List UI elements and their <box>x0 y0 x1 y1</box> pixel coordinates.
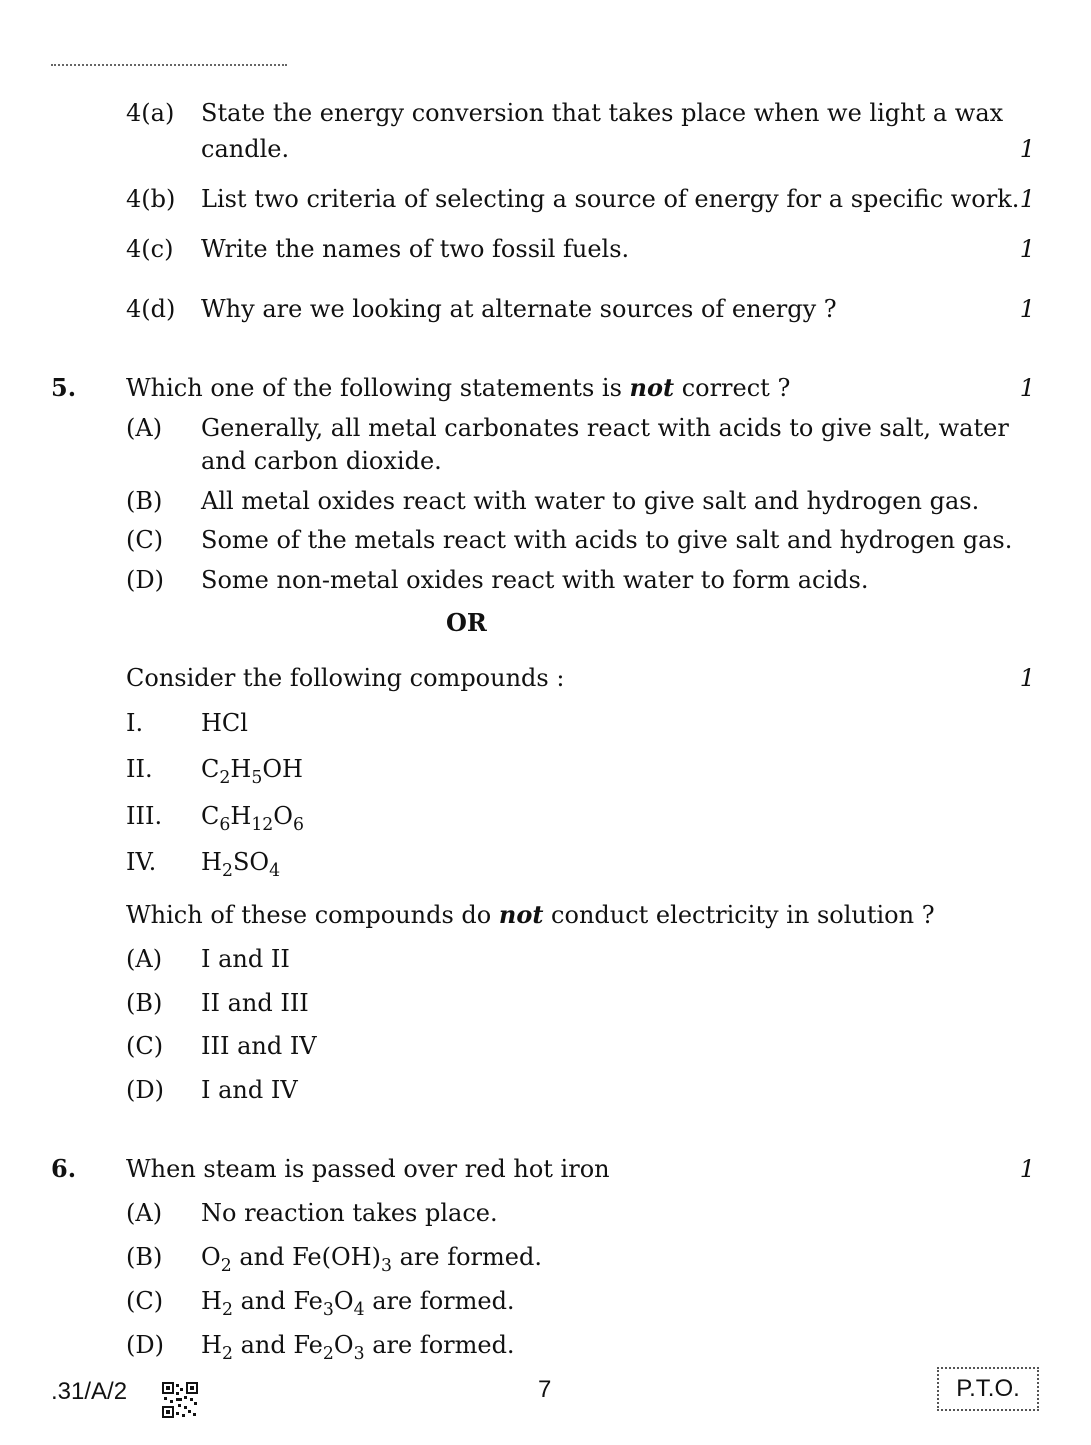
q5-alt-question-post: conduct electricity in solution ? <box>543 901 935 929</box>
q5-alt-option-c: III and IV <box>201 1032 317 1060</box>
q5-option-a-line2: and carbon dioxide. <box>201 447 442 475</box>
compound-label: I. <box>126 709 144 737</box>
q4b-label: 4(b) <box>126 185 176 213</box>
q5-alt-question <box>126 898 935 932</box>
q5-stem <box>126 371 790 405</box>
q5-stem-pre: Which one of the following statements is <box>126 374 630 402</box>
q5-alt-option-label: (D) <box>126 1076 164 1104</box>
q6-option-label: (D) <box>126 1331 164 1359</box>
q5-option-label: (A) <box>126 414 163 442</box>
q5-option-a-line1: Generally, all metal carbonates react with acids to give salt, water <box>201 414 1009 442</box>
q6-option-label: (C) <box>126 1287 164 1315</box>
q4c-marks: 1 <box>1019 235 1035 263</box>
q5-alt-option-d: I and IV <box>201 1076 298 1104</box>
q5-alt-option-label: (C) <box>126 1032 164 1060</box>
paper-code: .31/A/2 <box>51 1378 128 1405</box>
q5-alt-stem: Consider the following compounds : <box>126 664 565 692</box>
q4c-label: 4(c) <box>126 235 174 263</box>
q5-alt-option-label: (B) <box>126 989 163 1017</box>
q4a-label: 4(a) <box>126 99 175 127</box>
header-rule <box>51 64 287 66</box>
q5-option-label: (C) <box>126 526 164 554</box>
q5-option-d: Some non-metal oxides react with water to form acids. <box>201 566 869 594</box>
q4c-text: Write the names of two fossil fuels. <box>201 235 630 263</box>
q4a-text-line1: State the energy conversion that takes place when we light a wax <box>201 99 1004 127</box>
q6-option-label: (A) <box>126 1199 163 1227</box>
q6-option-label: (B) <box>126 1243 163 1271</box>
compound-formula: HCl <box>201 709 248 737</box>
q6-option-b: $O_2$ and $Fe(OH)_3$ are formed. <box>201 1243 542 1277</box>
q5-alt-option-a: I and II <box>201 945 290 973</box>
q6-stem: When steam is passed over red hot iron <box>126 1155 610 1183</box>
q4b-marks: 1 <box>1019 185 1035 213</box>
q5-alt-option-b: II and III <box>201 989 309 1017</box>
q6-marks: 1 <box>1019 1155 1035 1183</box>
q6-option-a: No reaction takes place. <box>201 1199 498 1227</box>
q5-alt-marks: 1 <box>1019 664 1035 692</box>
q6-option-c: $H_2$ and $Fe_3O_4$ are formed. <box>201 1287 515 1321</box>
compound-label: III. <box>126 802 163 830</box>
q5-option-label: (D) <box>126 566 164 594</box>
pto-label: P.T.O. <box>956 1375 1020 1402</box>
q5-option-label: (B) <box>126 487 163 515</box>
q5-option-c: Some of the metals react with acids to give salt and hydrogen gas. <box>201 526 1013 554</box>
q6-number: 6. <box>51 1154 77 1183</box>
compound-formula: $H_2SO_4$ <box>201 848 281 882</box>
compound-label: II. <box>126 755 153 783</box>
q5-alt-question-pre: Which of these compounds do <box>126 901 499 929</box>
q6-option-d: $H_2$ and $Fe_2O_3$ are formed. <box>201 1331 515 1365</box>
q4d-text: Why are we looking at alternate sources of energy ? <box>201 295 837 323</box>
q5-stem-post: correct ? <box>674 374 791 402</box>
q5-stem-emphasis: not <box>629 373 675 402</box>
q5-option-b: All metal oxides react with water to give salt and hydrogen gas. <box>201 487 980 515</box>
q4a-marks: 1 <box>1019 135 1035 163</box>
q4a-text-line2: candle. <box>201 135 290 163</box>
compound-formula: $C_2H_5OH$ <box>201 755 303 789</box>
pto-box <box>937 1367 1039 1411</box>
q5-number: 5. <box>51 373 77 402</box>
or-separator: OR <box>446 608 487 637</box>
q4d-marks: 1 <box>1019 295 1035 323</box>
q4d-label: 4(d) <box>126 295 176 323</box>
compound-label: IV. <box>126 848 157 876</box>
q5-marks: 1 <box>1019 374 1035 402</box>
q5-alt-question-emphasis: not <box>498 900 544 929</box>
page-number: 7 <box>538 1376 552 1403</box>
q5-alt-option-label: (A) <box>126 945 163 973</box>
q4b-text: List two criteria of selecting a source of energy for a specific work. <box>201 185 1020 213</box>
compound-formula: $C_6H_{12}O_6$ <box>201 802 304 836</box>
qr-code-icon <box>162 1382 198 1418</box>
